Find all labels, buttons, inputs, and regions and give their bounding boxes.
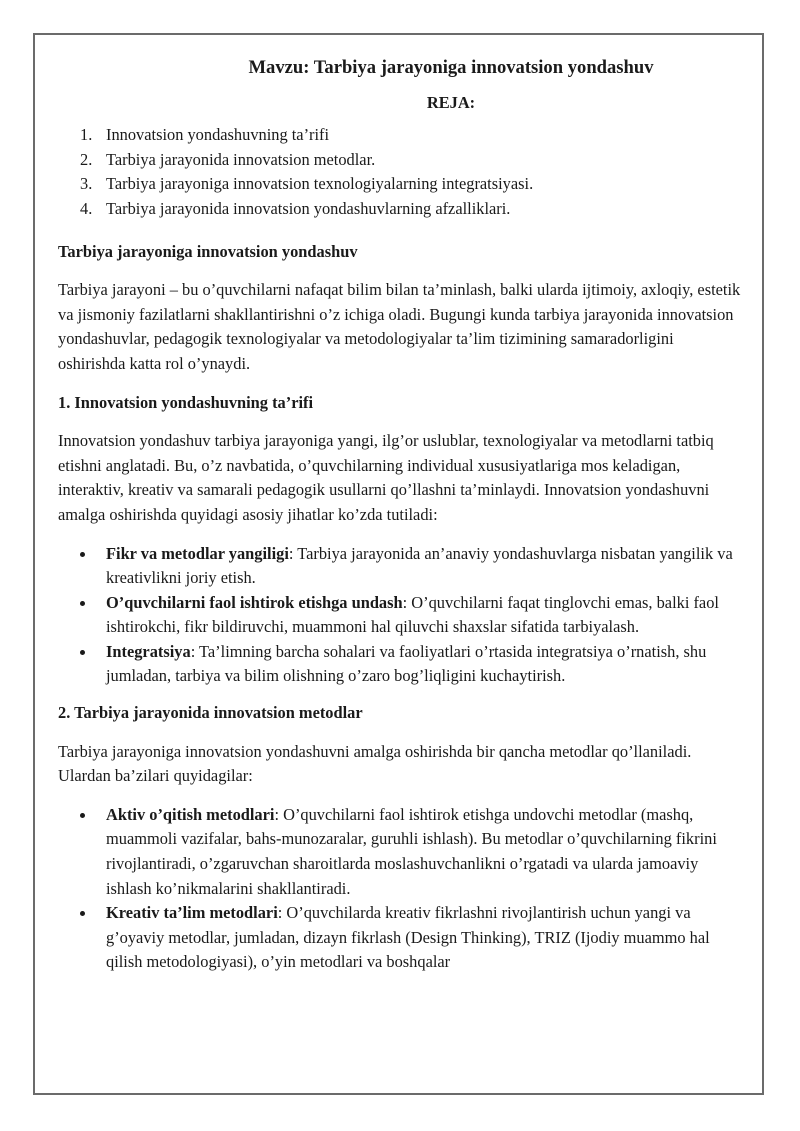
bullet-item (58, 901, 744, 975)
plan-item-number: 2. (80, 149, 93, 169)
plan-item-number: 4. (80, 198, 93, 218)
section-2-paragraph: Tarbiya jarayoniga innovatsion yondashuvni amalga oshirishda bir qancha metodlar qo’llaniladi. Ulardan ba’zilari quyidagilar: (58, 741, 692, 786)
section-1-paragraph: Innovatsion yondashuv tarbiya jarayoniga yangi, ilg’or uslublar, texnologiyalar va metodlarni tatbiq etishni anglatadi. Bu, o’z navbatida, o’quvchilarning individual xususiyatlariga mos keladigan, interaktiv, kreativ va samarali pedagogik usullarni qo’llashni ta’minlaydi. Innovatsion yondashuvni amalga oshirishda quyidagi asosiy jihatlar ko’zda tutiladi: (58, 431, 714, 524)
plan-item-text: Tarbiya jarayoniga innovatsion texnologiyalarning integratsiyasi. (106, 174, 534, 194)
bullet-text: : Ta’limning barcha sohalari va faoliyatlari o’rtasida integratsiya o’rnatish, shu jumladan, tarbiya va bilim olishning o’zaro bog’liqligini kuchaytirish. (106, 641, 707, 686)
bullet-item (58, 542, 744, 591)
plan-item (80, 148, 744, 173)
bullet-text: : O’quvchilarni faqat tinglovchi emas, balki faol ishtirokchi, fikr bildiruvchi, muammoni hal qiluvchi shaxslar sifatida tarbiyalash. (106, 592, 719, 637)
bullet-term: Kreativ ta’lim metodlari (106, 903, 278, 923)
bullet-text: : Tarbiya jarayonida an’anaviy yondashuvlarga nisbatan yangilik va kreativlikni joriy etish. (106, 543, 733, 588)
document-title: Mavzu: Tarbiya jarayoniga innovatsion yondashuv (248, 57, 654, 78)
bullet-item (58, 640, 744, 689)
bullet-text: : O’quvchilarni faol ishtirok etishga undovchi metodlar (mashq, muammoli vazifalar, bahs-munozaralar, guruhli ishlash). Bu metodlar o’quvchilarning fikrini rivojlantiradi, o’zgaruvchan sharoitlarda moslashuvchanlikni o’rgatadi va ularda jamoaviy ishlash ko’nikmalarini shakllantiradi. (106, 804, 717, 898)
plan-item-number: 1. (80, 125, 93, 145)
bullet-dot-icon (80, 650, 85, 655)
bullet-term: Fikr va metodlar yangiligi (106, 543, 289, 563)
bullet-dot-icon (80, 552, 85, 557)
bullet-text: : O’quvchilarda kreativ fikrlashni rivojlantirish uchun yangi va g’oyaviy metodlar, jumladan, dizayn fikrlash (Design Thinking), TRIZ (Ijodiy muammo hal qilish metodologiyasi), o’yin metodlari va boshqalar (106, 903, 710, 972)
plan-item (80, 172, 744, 197)
plan-heading: REJA: (426, 92, 476, 112)
bullet-dot-icon (80, 813, 85, 818)
plan-item (80, 123, 744, 148)
section-1-heading: 1. Innovatsion yondashuvning ta’rifi (58, 392, 314, 412)
plan-item (80, 197, 744, 222)
bullet-dot-icon (80, 601, 85, 606)
plan-item-text: Tarbiya jarayonida innovatsion metodlar. (106, 149, 376, 169)
plan-item-text: Tarbiya jarayonida innovatsion yondashuvlarning afzalliklari. (106, 198, 511, 218)
plan-list (58, 123, 744, 221)
bullet-term: Aktiv o’qitish metodlari (106, 804, 275, 824)
document-content (58, 56, 744, 987)
bullet-item (58, 803, 744, 901)
section-1-bullet-list (58, 542, 744, 690)
plan-item-text: Innovatsion yondashuvning ta’rifi (106, 125, 330, 145)
plan-item-number: 3. (80, 174, 93, 194)
bullet-dot-icon (80, 911, 85, 916)
bullet-item (58, 591, 744, 640)
section-2-bullet-list (58, 803, 744, 975)
section-2-heading: 2. Tarbiya jarayonida innovatsion metodlar (58, 703, 363, 723)
bullet-term: O’quvchilarni faol ishtirok etishga undash (106, 592, 403, 612)
bullet-term: Integratsiya (106, 641, 191, 661)
section-intro-paragraph: Tarbiya jarayoni – bu o’quvchilarni nafaqat bilim bilan ta’minlash, balki ularda ijtimoiy, axloqiy, estetik va jismoniy fazilatlarni shakllantirishni o’z ichiga oladi. Bugungi kunda tarbiya jarayonida innovatsion yondashuvlar, pedagogik texnologiyalar va metodologiyalar ta’lim tizimining samaradorligini oshirishda katta rol o’ynaydi. (58, 280, 741, 373)
section-intro-heading: Tarbiya jarayoniga innovatsion yondashuv (58, 241, 358, 261)
